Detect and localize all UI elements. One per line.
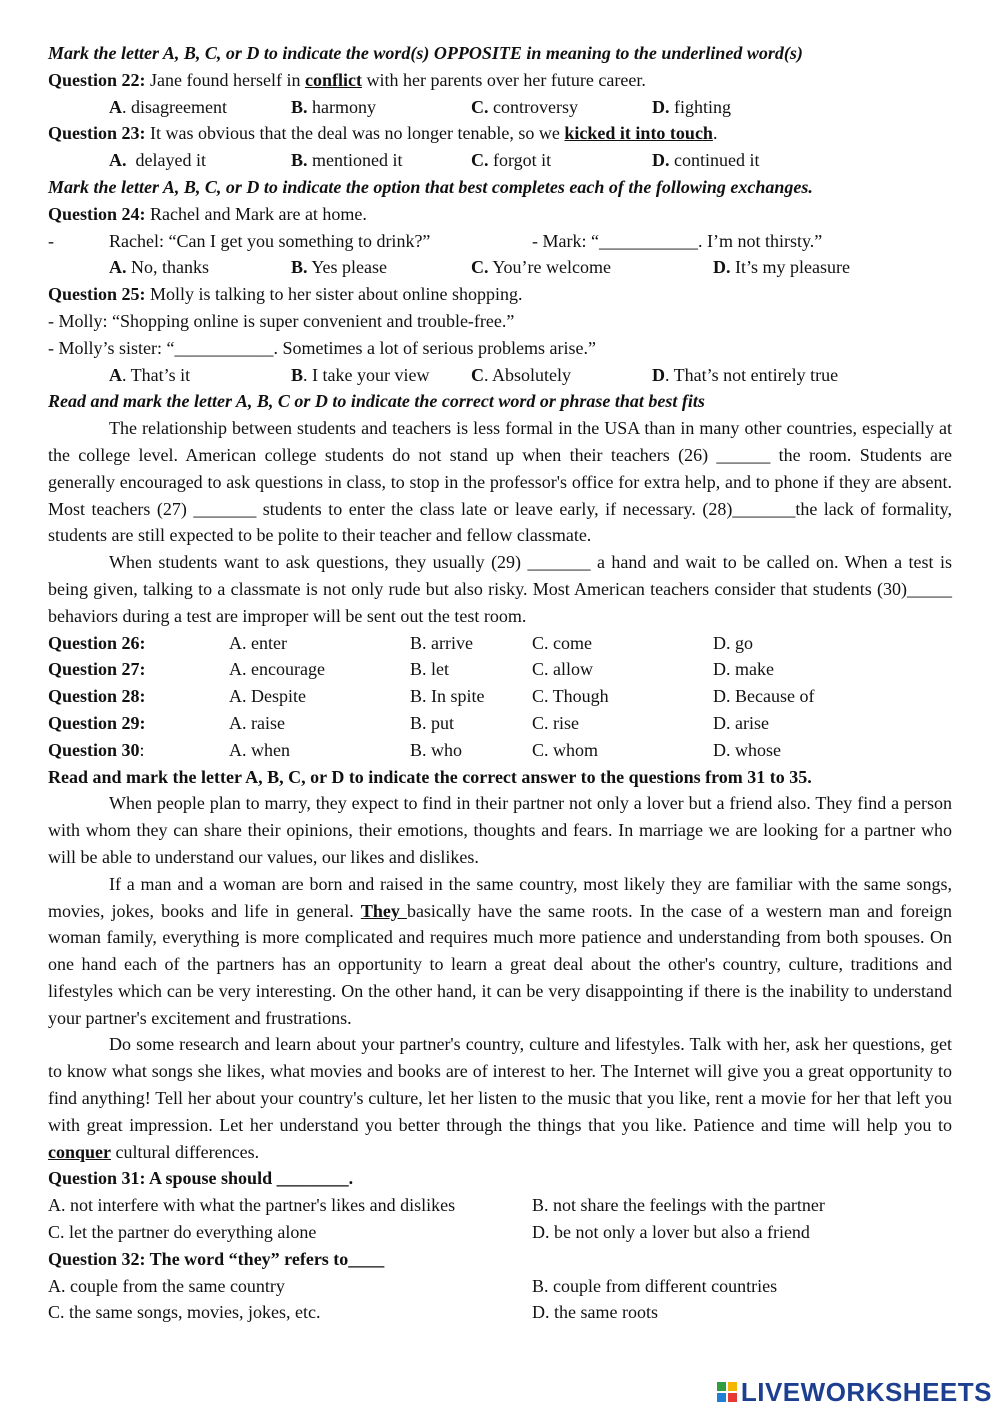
underlined-phrase: kicked it into touch (564, 123, 713, 144)
question-23-options (48, 147, 952, 174)
question-label: Question 28: (48, 686, 146, 707)
option-c[interactable]: C. forgot it (471, 150, 552, 171)
dash: - (48, 230, 54, 251)
option-d[interactable]: D. make (713, 659, 774, 680)
question-label: Question 23: (48, 123, 146, 144)
question-label: Question 26: (48, 632, 146, 653)
reading-paragraph-1: When people plan to marry, they expect to find in their partner not only a lover but a friend also. They find a person with whom they can share their opinions, their emotions, thoughts and fears. In marriage we are looking for a partner who will be able to understand our values, our likes and dislikes. (48, 793, 952, 867)
cloze-paragraph-2: When students want to ask questions, they usually (29) _______ a hand and wait to be called on. When a test is being given, talking to a classmate is not only rude but also risky. Most American teachers consider that students (30)_____ behaviors during a test are improper will be sent out the test room. (48, 552, 952, 626)
option-a[interactable]: A. encourage (229, 659, 325, 680)
option-a[interactable]: A. raise (229, 712, 285, 733)
option-d[interactable]: D. arise (713, 712, 769, 733)
option-c[interactable]: C. Though (532, 686, 609, 707)
question-22-options (48, 94, 952, 121)
underlined-word: conflict (304, 69, 362, 90)
question-30-row (48, 737, 952, 764)
question-24-dialogue (48, 228, 952, 255)
question-label: Question 30: (48, 739, 145, 760)
mark-line: - Mark: “___________. I’m not thirsty.” (532, 230, 823, 251)
option-c[interactable]: C. come (532, 632, 592, 653)
worksheet-page (48, 40, 952, 1326)
question-label: Question 24: (48, 203, 146, 224)
option-c[interactable]: C. You’re welcome (471, 257, 611, 278)
question-31-options-cd (48, 1219, 952, 1246)
option-c[interactable]: C. whom (532, 739, 599, 760)
option-b[interactable]: B. not share the feelings with the partner (532, 1195, 825, 1216)
option-d[interactable]: D. That’s not entirely true (652, 364, 839, 385)
reading-paragraph-2: If a man and a woman are born and raised in the same country, most likely they are familiar with the same songs, movies, jokes, books and life in general. They basically have the same roots. In the case of a western man and foreign woman family, everything is more complicated and requires much more patience and understanding from both spouses. On one hand each of the partners has an opportunity to learn a great deal about the other's country, culture, traditions and lifestyles which can be very interesting. On the other hand, it can be very disappointing if there is the inability to understand your partner's excitement and frustrations. (48, 873, 953, 1028)
question-text: with her parents over her future career. (361, 69, 646, 90)
option-b[interactable]: B. put (410, 712, 455, 733)
section-instruction-cloze: Read and mark the letter A, B, C or D to indicate the correct word or phrase that best fits (48, 391, 705, 412)
option-b[interactable]: B. Yes please (291, 257, 388, 278)
option-d[interactable]: D. It’s my pleasure (713, 257, 850, 278)
question-label: Question 27: (48, 659, 146, 680)
section-instruction-reading: Read and mark the letter A, B, C, or D to indicate the correct answer to the questions from 31 to 35. (48, 766, 812, 787)
option-b[interactable]: B. arrive (410, 632, 473, 653)
section-instruction-exchanges: Mark the letter A, B, C, or D to indicate the option that best completes each of the following exchanges. (48, 176, 813, 197)
option-b[interactable]: B. harmony (291, 96, 376, 117)
option-a[interactable]: A. couple from the same country (48, 1275, 285, 1296)
question-28-row (48, 683, 952, 710)
question-26-row (48, 630, 952, 657)
question-text: . (712, 123, 718, 144)
question-31-stem: Question 31: A spouse should ________. (48, 1168, 354, 1189)
reading-paragraph-3: Do some research and learn about your partner's country, culture and lifestyles. Talk with her, ask her questions, get to know what songs she likes, what movies and books are of interest to her. The Internet will give you a great opportunity to find anything! Tell her about your country's culture, let her listen to the music that you like, rent a movie for her that left you with great impression. Let her understand you better through the things that you like. Patience and time will help you to conquer cultural differences. (48, 1034, 952, 1162)
question-23-stem (48, 120, 952, 147)
option-d[interactable]: D. fighting (652, 96, 731, 117)
sister-line: - Molly’s sister: “___________. Sometimes a lot of serious problems arise.” (48, 337, 596, 358)
option-c[interactable]: C. allow (532, 659, 593, 680)
molly-line: - Molly: “Shopping online is super convenient and trouble-free.” (48, 310, 515, 331)
liveworksheets-watermark (717, 1377, 992, 1407)
option-a[interactable]: A. enter (229, 632, 287, 653)
question-24-stem (48, 201, 952, 228)
option-b[interactable]: B. I take your view (291, 364, 430, 385)
question-32-options-cd (48, 1299, 952, 1326)
option-a[interactable]: A. No, thanks (109, 257, 209, 278)
question-text: Jane found herself in (145, 69, 305, 90)
rachel-line: Rachel: “Can I get you something to drink?” (109, 230, 431, 251)
question-24-options (48, 254, 952, 281)
watermark-text: LIVEWORKSHEETS (740, 1376, 992, 1407)
option-d[interactable]: D. whose (713, 739, 781, 760)
option-a[interactable]: A. not interfere with what the partner's likes and dislikes (48, 1195, 456, 1216)
question-label: Question 29: (48, 712, 146, 733)
question-22-stem (48, 67, 952, 94)
option-a[interactable]: A. disagreement (109, 96, 227, 117)
question-text: Molly is talking to her sister about online shopping. (145, 284, 523, 305)
question-label: Question 22: (48, 69, 146, 90)
question-25-options (48, 362, 952, 389)
underlined-word: They (360, 900, 407, 921)
cloze-paragraph-1: The relationship between students and teachers is less formal in the USA than in many other countries, especially at the college level. American college students do not stand up when their teachers (26) ______ the room. Students are generally encouraged to ask questions in class, to stop in the professor's office for extra help, and to phone if they are absent. Most teachers (27) _______ students to enter the class late or leave early, if necessary. (28)_______the lack of formality, students are still expected to be polite to their teacher and fellow classmate. (48, 418, 952, 546)
option-b[interactable]: B. In spite (410, 686, 485, 707)
option-d[interactable]: D. the same roots (532, 1302, 658, 1323)
question-25-stem (48, 281, 952, 308)
option-b[interactable]: B. mentioned it (291, 150, 403, 171)
option-d[interactable]: D. continued it (652, 150, 760, 171)
option-a[interactable]: A. delayed it (109, 150, 206, 171)
option-d[interactable]: D. be not only a lover but also a friend (532, 1222, 810, 1243)
question-32-stem: Question 32: The word “they” refers to____ (48, 1248, 385, 1269)
question-text: It was obvious that the deal was no longer tenable, so we (145, 123, 565, 144)
option-c[interactable]: C. Absolutely (471, 364, 572, 385)
option-b[interactable]: B. let (410, 659, 449, 680)
option-c[interactable]: C. controversy (471, 96, 578, 117)
option-c[interactable]: C. let the partner do everything alone (48, 1222, 317, 1243)
question-31-options-ab (48, 1192, 952, 1219)
option-a[interactable]: A. Despite (229, 686, 306, 707)
underlined-word: conquer (48, 1141, 111, 1162)
option-b[interactable]: B. couple from different countries (532, 1275, 778, 1296)
question-27-row (48, 656, 952, 683)
question-label: Question 25: (48, 284, 146, 305)
option-d[interactable]: D. Because of (713, 686, 815, 707)
section-instruction-opposite: Mark the letter A, B, C, or D to indicate the word(s) OPPOSITE in meaning to the underlined word(s) (48, 43, 803, 63)
option-b[interactable]: B. who (410, 739, 463, 760)
question-text: Rachel and Mark are at home. (145, 203, 367, 224)
option-c[interactable]: C. rise (532, 712, 579, 733)
option-c[interactable]: C. the same songs, movies, jokes, etc. (48, 1302, 321, 1323)
option-a[interactable]: A. That’s it (109, 364, 191, 385)
question-29-row (48, 710, 952, 737)
question-32-options-ab (48, 1273, 952, 1300)
liveworksheets-logo-icon (717, 1382, 737, 1402)
option-a[interactable]: A. when (229, 739, 290, 760)
option-d[interactable]: D. go (713, 632, 753, 653)
